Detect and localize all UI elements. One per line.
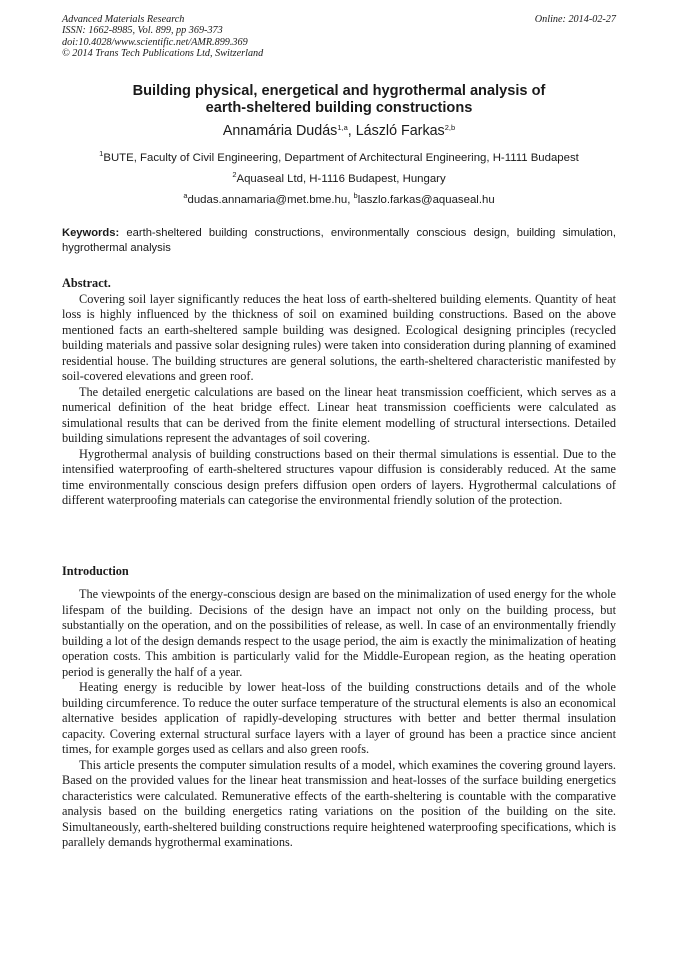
introduction-heading-block: [62, 564, 616, 580]
introduction-paragraph: This article presents the computer simulation results of a model, which examines the covering ground layers. Based on the provided values for the linear heat transmission and heat-losses of the surface building energetics characteristics were calculated. Remunerative effects of the earth-sheltering is countable with the comparative analysis based on the building energetics rating variations on the position of the building on the site. Simultaneously, earth-sheltered building constructions require heightened waterproofing specifications, which is parallely demands hygrothermal examinations.: [62, 757, 616, 849]
affiliation-1: [40, 149, 638, 165]
keywords-text: earth-sheltered building constructions, environmentally conscious design, building simulation, hygrothermal analysis: [62, 227, 616, 254]
introduction-paragraph: Heating energy is reducible by lower heat-loss of the building constructions details and of the whole building circumference. To reduce the outer surface temperature of the structural elements is also an economical alternative besides application of rapidly-developing structures with better and better thermal insulation capacity. Covering external structural surface layers with a layer of ground has been a practice since ancient times, for example gorges used as cellars and also green roofs.: [62, 680, 616, 756]
introduction-heading: Introduction: [62, 564, 129, 578]
author-2: László Farkas: [355, 123, 445, 139]
author-1-sup: 1,a: [337, 123, 348, 132]
abstract-section: [62, 276, 616, 509]
email-a-sup: a: [183, 191, 188, 200]
author-list: [62, 123, 616, 140]
title-line-1: Building physical, energetical and hygrothermal analysis of: [132, 83, 546, 99]
keywords: [62, 226, 616, 256]
abstract-paragraph: The detailed energetic calculations are based on the linear heat transmission coefficient, which serves as a numerical definition of the heat bridge effect. Linear heat transmission coefficients were calculated as simulational results that can be derived from the finite element modelling of structural intersections. Detailed building simulations represent the advantages of soil covering.: [62, 384, 616, 445]
journal-header: [62, 14, 482, 59]
affiliation-2-sup: 2: [232, 170, 237, 179]
affiliation-1-sup: 1: [99, 149, 104, 158]
title-line-2: earth-sheltered building constructions: [205, 100, 473, 116]
issn-line: ISSN: 1662-8985, Vol. 899, pp 369-373: [62, 25, 223, 37]
journal-name: Advanced Materials Research: [62, 14, 185, 25]
abstract-heading: Abstract.: [62, 276, 111, 290]
email-b[interactable]: laszlo.farkas@aquaseal.hu: [357, 194, 495, 206]
doi-line[interactable]: doi:10.4028/www.scientific.net/AMR.899.369: [62, 36, 248, 48]
affiliation-1-text: BUTE, Faculty of Civil Engineering, Department of Architectural Engineering, H-1111 Budapest: [103, 152, 579, 164]
keywords-label: Keywords:: [62, 227, 120, 239]
copyright-line: © 2014 Trans Tech Publications Ltd, Switzerland: [62, 47, 264, 59]
email-a[interactable]: dudas.annamaria@met.bme.hu,: [187, 194, 354, 206]
introduction-paragraph: The viewpoints of the energy-conscious design are based on the minimalization of used energy for the whole lifespam of the building. Decisions of the design have an impact not only on the building process, but substantially on the operation, and on the possibilities of release, as well. In case of an environmentally friendly building a lot of the design demands respect to the usage period, the aim is exactly the minimalization of heating operation costs. This ambition is particularly valid for the Middle-European region, as the heating operation period is generally the half of a year.: [62, 587, 616, 679]
introduction-section: [62, 587, 616, 851]
abstract-paragraph: Covering soil layer significantly reduces the heat loss of earth-sheltered building elements. Quantity of heat loss is highly influenced by the thickness of soil on examined building constructions. Based on the above mentioned facts an earth-sheltered sample building was designed. Ecological designing principles (recycled building materials and passive solar designing rules) were taken into consideration during planning of examined residential house. The building structures are general solutions, the earth-sheltered characteristic manifested by soil-covered elevations and green roof.: [62, 291, 616, 383]
author-1: Annamária Dudás: [222, 123, 338, 139]
author-separator: ,: [347, 123, 356, 139]
email-line: [40, 191, 638, 207]
abstract-paragraph: Hygrothermal analysis of building constructions based on their thermal simulations is essential. Due to the intensified waterproofing of earth-sheltered structures vapour diffusion is considerably reduced. At the same time environmentally conscious design prefers diffusion open orders of layers. Hygrothermal calculations of different waterproofing materials can categorise the environmental friendly solution of the protection.: [62, 446, 616, 507]
affiliation-2-text: Aquaseal Ltd, H-1116 Budapest, Hungary: [236, 173, 446, 185]
affiliation-2: [40, 170, 638, 186]
author-2-sup: 2,b: [444, 123, 456, 132]
online-date: Online: 2014-02-27: [534, 14, 616, 25]
email-b-sup: b: [353, 191, 358, 200]
paper-title: [62, 83, 616, 117]
